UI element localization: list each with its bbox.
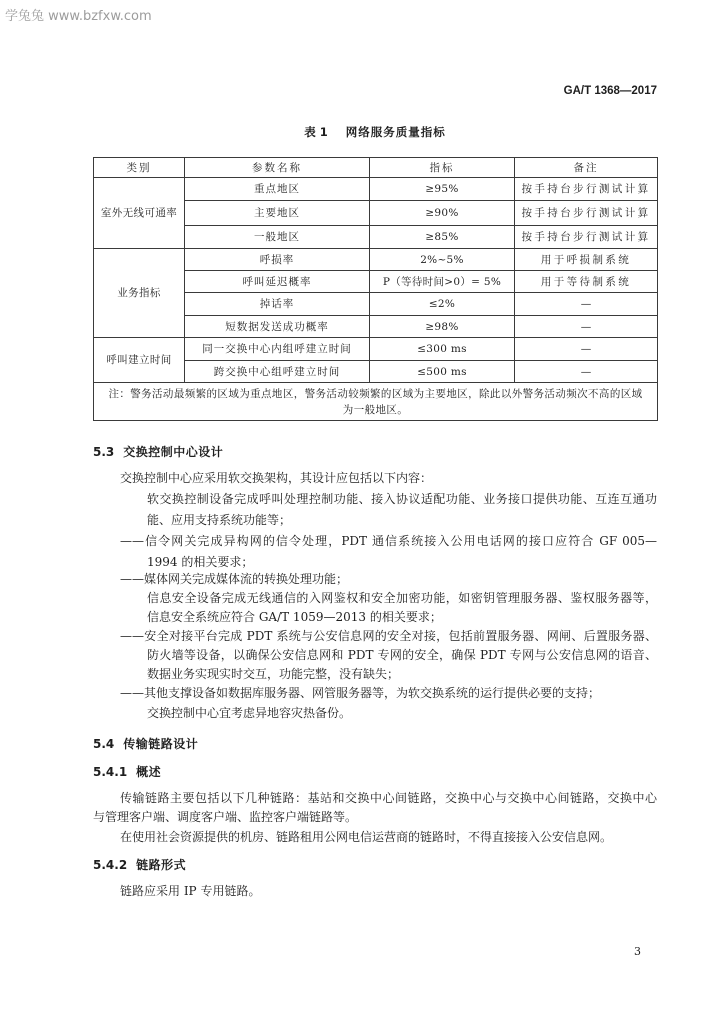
parameter-cell: 短数据发送成功概率	[185, 316, 370, 338]
list-item-line: ——其他支撑设备如数据库服务器、网管服务器等，为软交换系统的运行提供必要的支持；	[120, 686, 601, 700]
section-number: 5.4.2	[93, 858, 128, 872]
remark-cell: —	[515, 361, 658, 383]
list-item-line: ——安全对接平台完成 PDT 系统与公安信息网的安全对接，包括前置服务器、网闸、后置服务器、	[120, 629, 657, 643]
category-cell: 呼叫建立时间	[94, 338, 185, 383]
indicator-cell: ≥98%	[370, 316, 515, 338]
section-title: 概述	[136, 765, 162, 779]
indicator-cell: ≤2%	[370, 293, 515, 316]
parameter-cell: 掉话率	[185, 293, 370, 316]
remark-cell: —	[515, 293, 658, 316]
body-text-line: 传输链路主要包括以下几种链路：基站和交换中心间链路，交换中心与交换中心间链路，交换中心	[120, 791, 657, 805]
parameter-cell: 主要地区	[185, 201, 370, 226]
table-caption	[93, 127, 657, 139]
table-row	[94, 249, 658, 271]
section-number: 5.3	[93, 445, 115, 459]
indicator-cell: ≤300 ms	[370, 338, 515, 361]
list-item-line: 信息安全设备完成无线通信的入网鉴权和安全加密功能，如密钥管理服务器、鉴权服务器等，	[147, 591, 657, 605]
remark-cell: 按手持台步行测试计算	[515, 201, 658, 226]
indicator-cell: ≤500 ms	[370, 361, 515, 383]
indicator-cell: P（等待时间>0）= 5%	[370, 271, 515, 293]
section-heading-5-4	[93, 737, 198, 751]
network-service-quality-table	[93, 157, 658, 421]
table-note-line: 注：警务活动最频繁的区域为重点地区，警务活动较频繁的区域为主要地区，除此以外警务活动频次不高的区域	[108, 387, 643, 400]
remark-cell: —	[515, 316, 658, 338]
body-text-line: 在使用社会资源提供的机房、链路租用公网电信运营商的链路时，不得直接接入公安信息网。	[120, 830, 613, 844]
table-note-cell	[94, 383, 658, 421]
parameter-cell: 呼叫延迟概率	[185, 271, 370, 293]
list-item-line: ——媒体网关完成媒体流的转换处理功能；	[120, 572, 349, 586]
indicator-cell: ≥95%	[370, 178, 515, 201]
parameter-cell: 同一交换中心内组呼建立时间	[185, 338, 370, 361]
table-row	[94, 178, 658, 201]
category-cell: 业务指标	[94, 249, 185, 338]
section-number: 5.4.1	[93, 765, 128, 779]
section-title: 链路形式	[136, 858, 187, 872]
column-header-indicator: 指标	[370, 158, 515, 178]
table-note-row	[94, 383, 658, 421]
column-header-remark: 备注	[515, 158, 658, 178]
list-item-line: 交换控制中心宜考虑异地容灾热备份。	[147, 706, 352, 720]
body-text-line: 交换控制中心应采用软交换架构，其设计应包括以下内容：	[120, 471, 433, 485]
parameter-cell: 跨交换中心组呼建立时间	[185, 361, 370, 383]
standard-number-header: GA/T 1368—2017	[563, 85, 657, 97]
remark-cell: —	[515, 338, 658, 361]
list-item-line: 能、应用支持系统功能等；	[147, 513, 292, 527]
table-header-row	[94, 158, 658, 178]
column-header-category: 类别	[94, 158, 185, 178]
indicator-cell: 2%~5%	[370, 249, 515, 271]
indicator-cell: ≥85%	[370, 226, 515, 249]
section-number: 5.4	[93, 737, 115, 751]
parameter-cell: 呼损率	[185, 249, 370, 271]
table-caption-label: 表 1	[304, 125, 328, 139]
parameter-cell: 重点地区	[185, 178, 370, 201]
table-caption-title: 网络服务质量指标	[345, 125, 446, 139]
section-title: 交换控制中心设计	[123, 445, 224, 459]
body-text-line: 与管理客户端、调度客户端、监控客户端链路等。	[93, 810, 358, 824]
section-heading-5-3	[93, 445, 223, 459]
page-number: 3	[634, 945, 641, 958]
body-text-line: 链路应采用 IP 专用链路。	[120, 884, 261, 898]
list-item-line: 1994 的相关要求；	[147, 555, 254, 569]
indicator-cell: ≥90%	[370, 201, 515, 226]
column-header-parameter: 参数名称	[185, 158, 370, 178]
list-item-line: 信息安全系统应符合 GA/T 1059—2013 的相关要求；	[147, 610, 442, 624]
list-item-line: ——信令网关完成异构网的信令处理，PDT 通信系统接入公用电话网的接口应符合 GF 005—	[120, 534, 657, 548]
remark-cell: 按手持台步行测试计算	[515, 226, 658, 249]
table-note-line: 为一般地区。	[342, 403, 409, 416]
site-watermark: 学兔兔 www.bzfxw.com	[5, 9, 152, 24]
section-heading-5-4-1	[93, 765, 161, 779]
remark-cell: 按手持台步行测试计算	[515, 178, 658, 201]
remark-cell: 用于呼损制系统	[515, 249, 658, 271]
list-item-line: 防火墙等设备，以确保公安信息网和 PDT 专网的安全，确保 PDT 专网与公安信息网的语音、	[147, 648, 657, 662]
table-row	[94, 338, 658, 361]
list-item-line: 软交换控制设备完成呼叫处理控制功能、接入协议适配功能、业务接口提供功能、互连互通功	[147, 492, 657, 506]
section-title: 传输链路设计	[123, 737, 199, 751]
remark-cell: 用于等待制系统	[515, 271, 658, 293]
section-heading-5-4-2	[93, 858, 186, 872]
list-item-line: 数据业务实现实时交互，功能完整，没有缺失；	[147, 667, 400, 681]
parameter-cell: 一般地区	[185, 226, 370, 249]
category-cell: 室外无线可通率	[94, 178, 185, 249]
